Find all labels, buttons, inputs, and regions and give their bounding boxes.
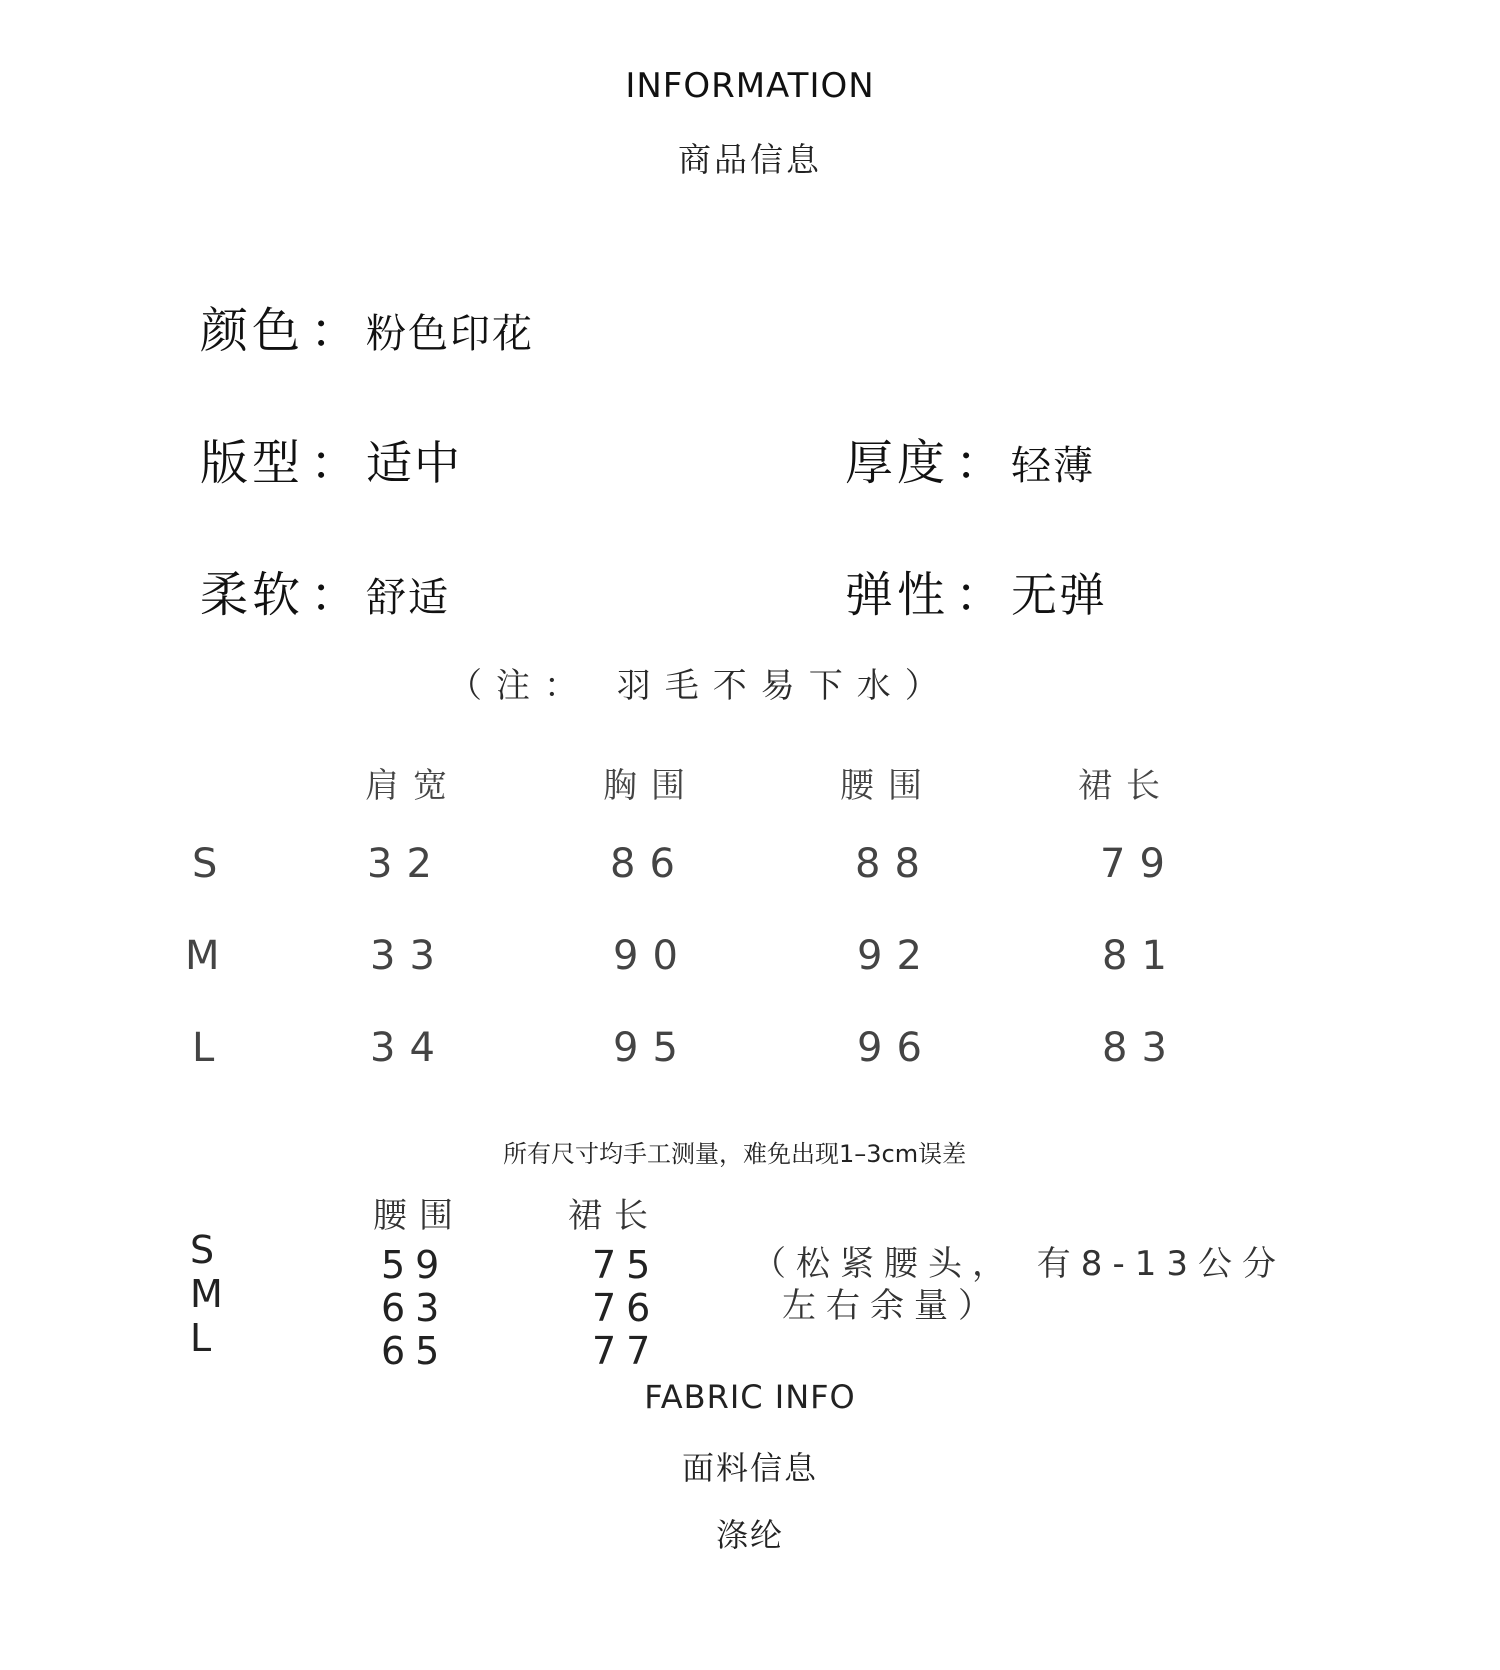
header-shoulder: 肩宽: [365, 766, 461, 806]
cell-length: 77: [592, 1329, 661, 1373]
header-length: 裙长: [1078, 766, 1174, 806]
cell-shoulder: 32: [367, 841, 446, 887]
attr-colon: ：: [310, 435, 359, 491]
attr-colon: ：: [310, 303, 359, 359]
cell-length: 75: [592, 1243, 661, 1287]
row-size-label: M: [185, 933, 220, 979]
attr-colon: ：: [955, 567, 1004, 623]
row-size-label: M: [190, 1272, 223, 1316]
cell-chest: 86: [610, 841, 689, 887]
attr-fit-value: 适中: [366, 436, 463, 490]
waist-allowance-remark: （松紧腰头， 有8-13公分: [752, 1244, 1286, 1284]
attr-thickness-value: 轻薄: [1011, 443, 1096, 489]
header-chest: 胸围: [603, 766, 699, 806]
row-size-label: L: [190, 1316, 212, 1360]
attr-fit-label: 版型: [200, 435, 305, 491]
attr-thickness-label: 厚度: [845, 435, 950, 491]
cell-waist: 88: [855, 841, 934, 887]
row-size-label: S: [190, 1228, 215, 1272]
attr-softness: [200, 556, 450, 625]
cell-length: 79: [1100, 841, 1179, 887]
cell-shoulder: 34: [370, 1025, 449, 1071]
fabric-value: 涤纶: [715, 1516, 784, 1554]
cell-waist: 63: [381, 1286, 450, 1330]
attr-thickness: [845, 424, 1095, 493]
fabric-title-en: FABRIC INFO: [644, 1378, 856, 1416]
attr-elasticity: [845, 556, 1107, 625]
attr-color-label: 颜色: [200, 303, 305, 359]
header-waist: 腰围: [840, 766, 936, 806]
cell-waist: 92: [857, 933, 936, 979]
attr-color-value: 粉色印花: [366, 311, 535, 357]
row-size-label: L: [192, 1025, 215, 1071]
attr-elasticity-label: 弹性: [845, 567, 950, 623]
attr-fit: [200, 424, 462, 493]
cell-chest: 90: [613, 933, 692, 979]
cell-length: 83: [1102, 1025, 1181, 1071]
cell-shoulder: 33: [370, 933, 449, 979]
info-title-cn: 商品信息: [678, 140, 822, 179]
attr-softness-label: 柔软: [200, 567, 305, 623]
cell-waist: 65: [381, 1329, 450, 1373]
attr-softness-value: 舒适: [366, 575, 451, 621]
attr-color: [200, 292, 534, 361]
header-waist: 腰围: [373, 1196, 465, 1236]
cell-waist: 59: [381, 1243, 450, 1287]
attr-elasticity-value: 无弹: [1011, 568, 1108, 622]
header-length: 裙长: [568, 1196, 660, 1236]
fabric-title-cn: 面料信息: [681, 1449, 818, 1487]
note-text: （注： 羽毛不易下水）: [448, 666, 953, 706]
cell-chest: 95: [613, 1025, 692, 1071]
cell-waist: 96: [857, 1025, 936, 1071]
attr-colon: ：: [955, 435, 1004, 491]
cell-length: 81: [1102, 933, 1181, 979]
info-title-en: INFORMATION: [625, 66, 875, 106]
measurement-disclaimer: 所有尺寸均手工测量，难免出现1–3cm误差: [503, 1140, 967, 1168]
row-size-label: S: [192, 841, 218, 887]
waist-allowance-remark-cont: 左右余量）: [782, 1286, 1002, 1326]
cell-length: 76: [592, 1286, 661, 1330]
attr-colon: ：: [310, 567, 359, 623]
